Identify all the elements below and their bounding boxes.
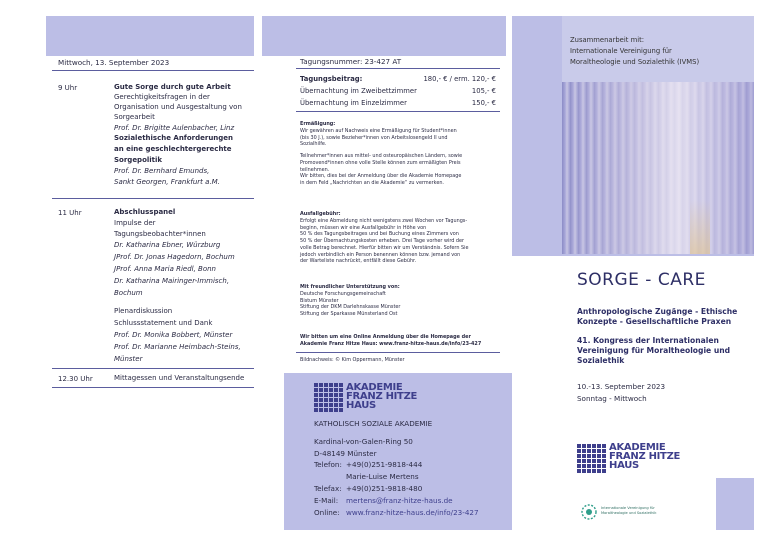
fee-value: 105,- € xyxy=(471,87,496,95)
akademie-logo-icon xyxy=(577,444,606,473)
text-line: Teilnehmer*innen aus mittel- und osteuropäischen Ländern, sowie xyxy=(300,153,463,160)
text-line: Wir bitten, dies bei der Anmeldung über die Akademie Homepage xyxy=(300,173,462,180)
session-title: an eine geschlechtergerechte xyxy=(114,145,232,153)
akademie-subtitle: KATHOLISCH SOZIALE AKADEMIE xyxy=(314,419,433,428)
text-line: Vereinigung für Moraltheologie und xyxy=(577,346,731,355)
text-line: Sozialhilfe. xyxy=(300,141,327,148)
fee-label: Übernachtung im Einzelzimmer xyxy=(300,99,407,107)
cover-congress xyxy=(577,336,730,366)
text-line: 50 % des Tagungsbeitrages und bei Buchung eines Zimmers von xyxy=(300,231,459,238)
ermaessigung-text xyxy=(300,128,500,187)
speaker: Prof. Dr. Monika Bobbert, Münster xyxy=(114,331,233,339)
cover-title: SORGE - CARE xyxy=(577,270,706,290)
text-line: Wir gewähren auf Nachweis eine Ermäßigung für Student*innen xyxy=(300,128,457,134)
ivms-logo-icon xyxy=(580,503,598,521)
speaker: Prof. Dr. Brigitte Aulenbacher, Linz xyxy=(114,124,235,132)
text-line: teilnehmen. xyxy=(300,166,330,173)
text-line: der Warteliste nachrückt, entfällt diese Gebühr. xyxy=(300,258,417,265)
support-list xyxy=(300,291,500,318)
cover-subtitle xyxy=(577,307,737,327)
speaker: Dr. Katharina Mairinger-Immisch, xyxy=(114,277,230,285)
divider xyxy=(52,70,254,71)
online-link[interactable]: www.franz-hitze-haus.de/info/23-427 xyxy=(346,508,479,517)
telefon-label: Telefon: xyxy=(314,460,342,469)
ausfall-title: Ausfallgebühr: xyxy=(300,211,341,217)
akademie-logo-icon xyxy=(314,383,343,412)
speaker: Prof. Dr. Marianne Heimbach-Steins, xyxy=(114,343,241,351)
divider xyxy=(52,387,254,388)
ivms-logo-text xyxy=(601,506,656,515)
session-title: Sozialethische Anforderungen xyxy=(114,134,234,142)
telefax-value: +49(0)251-9818-480 xyxy=(346,484,423,493)
speaker: JProf. Dr. Jonas Hagedorn, Bochum xyxy=(114,253,235,261)
speaker: Dr. Katharina Ebner, Würzburg xyxy=(114,241,221,249)
cooperation-text xyxy=(570,35,699,68)
text-line: Erfolgt eine Abmeldung nicht wenigstens zwei Wochen vor Tagungs- xyxy=(300,218,468,224)
telefax-label: Telefax: xyxy=(314,484,342,493)
online-label: Online: xyxy=(314,508,340,517)
time-1230: 12.30 Uhr xyxy=(58,375,93,383)
time-9: 9 Uhr xyxy=(58,84,78,92)
email-label: E-Mail: xyxy=(314,496,339,505)
logo-line: FRANZ HITZE xyxy=(609,451,681,462)
session-line: Tagungsbeobachter*innen xyxy=(114,230,206,238)
logo-line: AKADEMIE xyxy=(346,382,403,393)
text-line: beginn, müssen wir eine Ausfallgebühr in Höhe von xyxy=(300,224,427,231)
akademie-logo-text xyxy=(609,443,680,470)
text-line: Moraltheologie und Sozialethik xyxy=(601,510,657,515)
speaker: Münster xyxy=(114,355,143,363)
session-line: Schlussstatement und Dank xyxy=(114,319,213,327)
ermaessigung-title: Ermäßigung: xyxy=(300,121,336,127)
divider xyxy=(52,198,254,199)
fee-value: 150,- € xyxy=(471,99,496,107)
fee-label: Übernachtung im Zweibettzimmer xyxy=(300,87,417,95)
text-line: Stiftung der DKM Darlehnskasse Münster xyxy=(300,304,401,311)
corner-block xyxy=(716,478,754,530)
cover-dates: 10.-13. September 2023 xyxy=(577,382,666,391)
online-registration xyxy=(300,334,505,347)
logo-line: HAUS xyxy=(609,460,639,471)
logo-line: HAUS xyxy=(346,400,376,411)
address-line: D-48149 Münster xyxy=(314,449,377,458)
text-line: Sozialethik xyxy=(577,356,625,365)
ausfall-text xyxy=(300,218,500,265)
middle-header-band xyxy=(262,16,506,56)
speaker: Prof. Dr. Bernhard Emunds, xyxy=(114,167,210,175)
text-line: Internationale Vereinigung für xyxy=(601,506,655,510)
divider xyxy=(52,368,254,369)
text-line: Deutsche Forschungsgemeinschaft xyxy=(300,291,386,297)
telefon-value: +49(0)251-9818-444 xyxy=(346,460,423,469)
logo-line: FRANZ HITZE xyxy=(346,391,418,402)
address-line: Kardinal-von-Galen-Ring 50 xyxy=(314,437,413,446)
text-line: Wir bitten um eine Online Anmeldung über die Homepage der xyxy=(300,334,471,340)
bildnachweis: Bildnachweis: © Kim Oppermann, Münster xyxy=(300,357,405,363)
fee-label: Tagungsbeitrag: xyxy=(300,75,363,83)
session-title: Abschlusspanel xyxy=(114,208,176,216)
date-header: Mittwoch, 13. September 2023 xyxy=(58,58,170,67)
text-line: jedoch verbindlich ein Person benennen können bzw. jemand von xyxy=(300,251,461,258)
session-line: Sorgearbeit xyxy=(114,113,155,121)
logo-line: AKADEMIE xyxy=(609,442,666,453)
fee-value: 180,- € / erm. 120,- € xyxy=(423,75,496,83)
session-title: Sorgepolitik xyxy=(114,156,163,164)
divider xyxy=(296,352,500,353)
text-line: (bis 30 J.), sowie Bezieher*innen von Arbeitslosengeld II und xyxy=(300,134,448,141)
email-link[interactable]: mertens@franz-hitze-haus.de xyxy=(346,496,453,505)
tagungsnummer: Tagungsnummer: 23-427 AT xyxy=(300,57,402,66)
text-line: Promovend*innen ohne volle Stelle können zum ermäßigten Preis xyxy=(300,159,461,166)
speaker: Bochum xyxy=(114,289,143,297)
akademie-logo-text xyxy=(346,383,417,410)
contact-name: Marie-Luise Mertens xyxy=(346,472,419,481)
artwork-highlight xyxy=(690,200,710,254)
session-line: Plenardiskussion xyxy=(114,307,173,315)
text-line: Konzepte - Gesellschaftliche Praxen xyxy=(577,317,732,326)
text-line: volle Betrag berechnet. Hierfür bitten wir um Verständnis. Sofern Sie xyxy=(300,244,469,251)
support-title: Mit freundlicher Unterstützung von: xyxy=(300,284,400,290)
text-line: in dem Feld „Nachrichten an die Akademie“ zu vermerken. xyxy=(300,179,444,186)
text-line: Internationale Vereinigung für xyxy=(570,47,672,55)
session-title: Gute Sorge durch gute Arbeit xyxy=(114,83,231,91)
session-line: Impulse der xyxy=(114,219,156,227)
text-line: Moraltheologie und Sozialethik (IVMS) xyxy=(570,58,700,66)
text-line: 41. Kongress der Internationalen xyxy=(577,336,719,345)
session-line: Organisation und Ausgestaltung von xyxy=(114,103,242,111)
session-title: Mittagessen und Veranstaltungsende xyxy=(114,374,245,382)
divider xyxy=(296,68,500,69)
text-line: Zusammenarbeit mit: xyxy=(570,36,645,44)
session-line: Gerechtigkeitsfragen in der xyxy=(114,93,210,101)
text-line: Stiftung der Sparkasse Münsterland Ost xyxy=(300,311,398,318)
left-header-band xyxy=(46,16,254,56)
text-line: 50 % der Übernachtungskosten erheben. Drei Tage vorher wird der xyxy=(300,238,465,245)
divider xyxy=(296,111,500,112)
text-line: Anthropologische Zugänge - Ethische xyxy=(577,307,738,316)
time-11: 11 Uhr xyxy=(58,209,82,217)
text-line: Bistum Münster xyxy=(300,297,339,304)
speaker: Sankt Georgen, Frankfurt a.M. xyxy=(114,178,220,186)
cover-days: Sonntag - Mittwoch xyxy=(577,394,647,403)
cover-artwork xyxy=(562,82,754,254)
text-line: Akademie Franz Hitze Haus: www.franz-hitze-haus.de/info/23-427 xyxy=(300,340,482,347)
speaker: JProf. Anna Maria Riedl, Bonn xyxy=(114,265,216,273)
